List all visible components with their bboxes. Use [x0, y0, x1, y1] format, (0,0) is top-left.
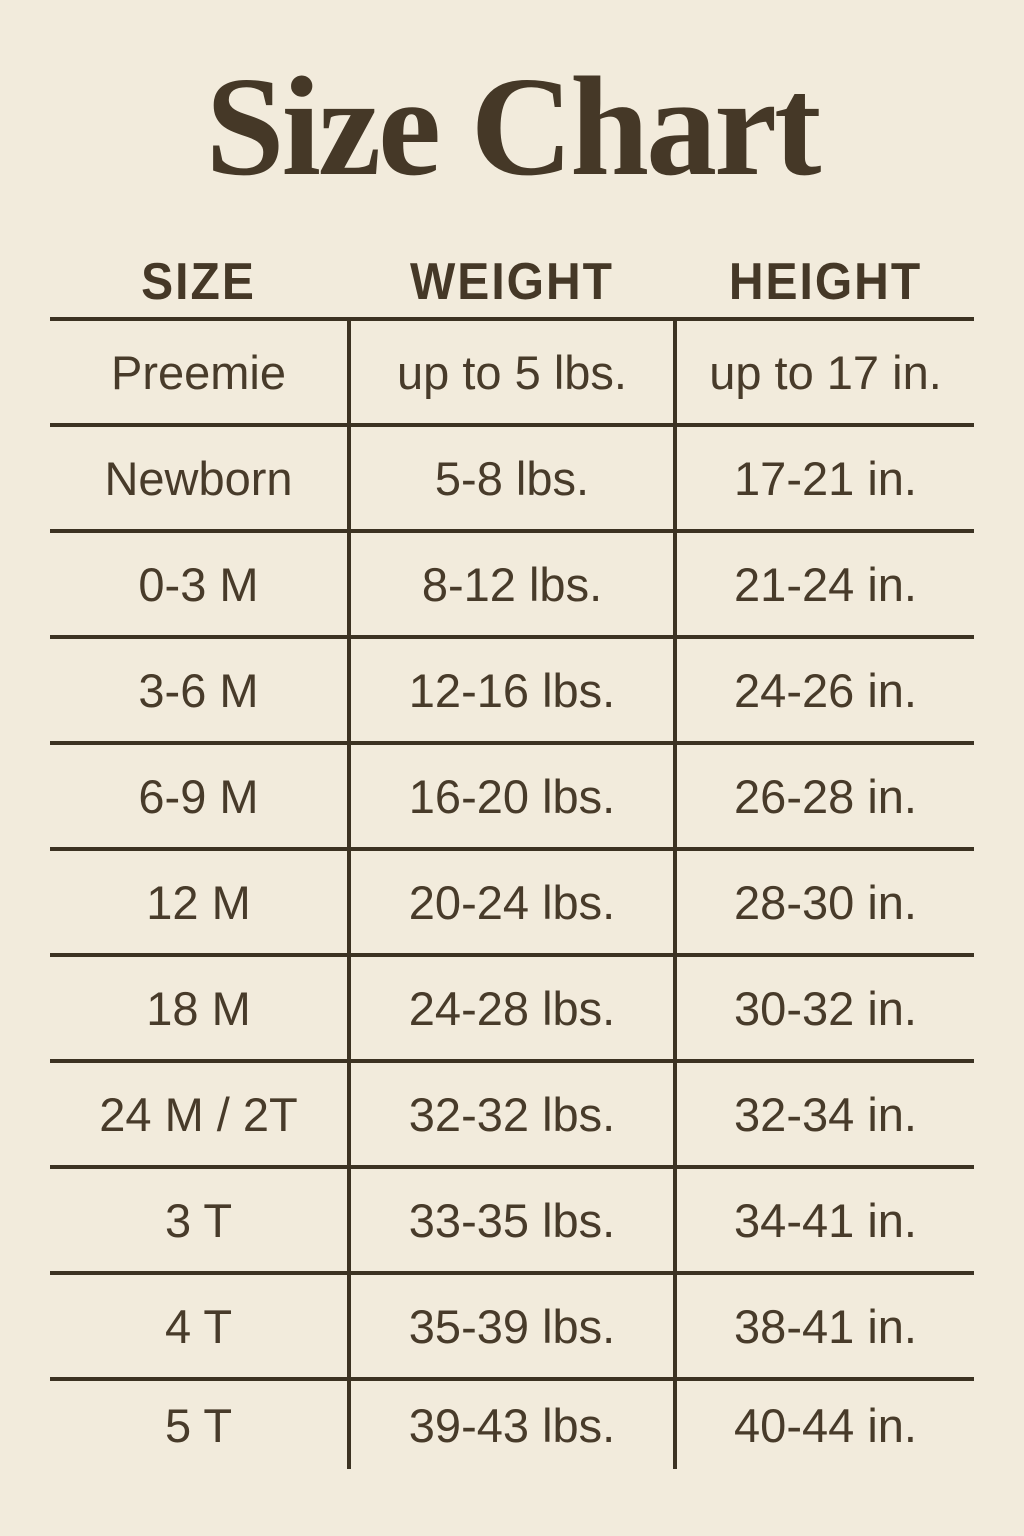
cell-size: 6-9 M [138, 769, 259, 823]
cell-size: 4 T [164, 1299, 233, 1353]
cell-weight: 8-12 lbs. [347, 533, 677, 635]
table-row [50, 1377, 974, 1469]
cell-weight: 20-24 lbs. [347, 851, 677, 953]
table-row [50, 847, 974, 953]
cell-height: 17-21 in. [734, 451, 917, 505]
cell-weight: 33-35 lbs. [347, 1169, 677, 1271]
cell-height: up to 17 in. [709, 345, 942, 399]
cell-weight: 5-8 lbs. [347, 427, 677, 529]
cell-size: 3-6 M [138, 663, 259, 717]
table-row [50, 953, 974, 1059]
cell-height: 26-28 in. [734, 769, 917, 823]
cell-height: 28-30 in. [734, 875, 917, 929]
cell-weight: 32-32 lbs. [347, 1063, 677, 1165]
page-title: Size Chart [205, 47, 819, 205]
cell-size: Preemie [110, 345, 286, 399]
size-table-header [50, 247, 974, 317]
column-header-weight: WEIGHT [410, 253, 614, 311]
cell-size: 24 M / 2T [99, 1087, 298, 1141]
cell-weight: 16-20 lbs. [347, 745, 677, 847]
column-header-height: HEIGHT [728, 253, 923, 311]
cell-size: 18 M [146, 981, 251, 1035]
cell-height: 40-44 in. [734, 1398, 917, 1452]
cell-size: 5 T [164, 1398, 233, 1452]
cell-height: 38-41 in. [734, 1299, 917, 1353]
table-row [50, 741, 974, 847]
cell-weight: 39-43 lbs. [347, 1381, 677, 1469]
table-row [50, 529, 974, 635]
table-row [50, 1059, 974, 1165]
table-row [50, 1271, 974, 1377]
cell-weight: 35-39 lbs. [347, 1275, 677, 1377]
cell-height: 34-41 in. [734, 1193, 917, 1247]
cell-weight: 12-16 lbs. [347, 639, 677, 741]
cell-height: 21-24 in. [734, 557, 917, 611]
size-table-body [50, 317, 974, 1469]
cell-size: 12 M [146, 875, 251, 929]
cell-size: Newborn [104, 451, 293, 505]
cell-size: 0-3 M [138, 557, 259, 611]
table-row [50, 423, 974, 529]
cell-weight: 24-28 lbs. [347, 957, 677, 1059]
cell-height: 30-32 in. [734, 981, 917, 1035]
cell-height: 32-34 in. [734, 1087, 917, 1141]
table-row [50, 1165, 974, 1271]
cell-size: 3 T [164, 1193, 233, 1247]
table-row [50, 317, 974, 423]
column-header-size: SIZE [141, 253, 256, 311]
table-row [50, 635, 974, 741]
cell-height: 24-26 in. [734, 663, 917, 717]
cell-weight: up to 5 lbs. [347, 321, 677, 423]
size-table [50, 247, 974, 1469]
